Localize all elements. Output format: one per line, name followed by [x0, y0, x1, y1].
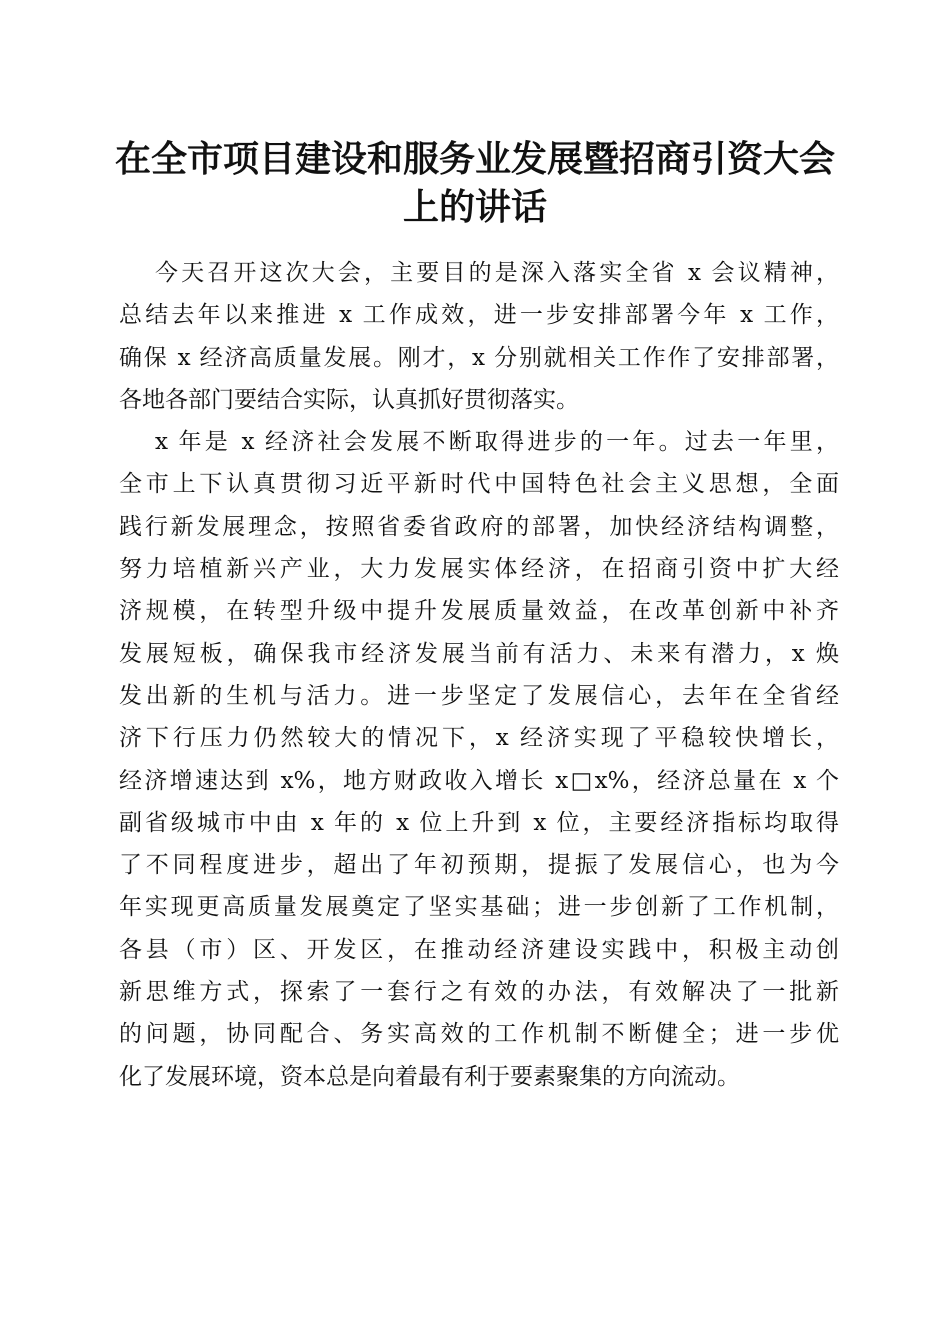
paragraph-line: 确保 x 经济高质量发展。刚才，x 分别就相关工作作了安排部署，	[119, 344, 839, 371]
paragraph-2	[119, 421, 839, 1098]
paragraph-line: 副省级城市中由 x 年的 x 位上升到 x 位，主要经济指标均取得	[119, 809, 839, 836]
paragraph-line: 发展短板，确保我市经济发展当前有活力、未来有潜力，x 焕	[119, 640, 839, 667]
paragraph-line: 各地各部门要结合实际，认真抓好贯彻落实。	[119, 386, 579, 413]
paragraph-line: 新思维方式，探索了一套行之有效的办法，有效解决了一批新	[119, 979, 839, 1006]
paragraph-line: 今天召开这次大会，主要目的是深入落实全省 x 会议精神，	[155, 260, 839, 286]
paragraph-line: 发出新的生机与活力。进一步坚定了发展信心，去年在全省经	[119, 682, 839, 709]
paragraph-line: 总结去年以来推进 x 工作成效，进一步安排部署今年 x 工作，	[119, 302, 839, 329]
paragraph-line: 努力培植新兴产业，大力发展实体经济，在招商引资中扩大经	[119, 556, 839, 583]
paragraph-line: 各县（市）区、开发区，在推动经济建设实践中，积极主动创	[119, 936, 839, 963]
paragraph-1	[119, 252, 839, 421]
paragraph-line: 年实现更高质量发展奠定了坚实基础；进一步创新了工作机制，	[119, 894, 839, 921]
paragraph-line: 的问题，协同配合、务实高效的工作机制不断健全；进一步优	[119, 1021, 839, 1048]
title-line-1: 在全市项目建设和服务业发展暨招商引资大会	[114, 138, 835, 180]
paragraph-line: 全市上下认真贯彻习近平新时代中国特色社会主义思想，全面	[119, 471, 839, 498]
paragraph-line: x 年是 x 经济社会发展不断取得进步的一年。过去一年里，	[155, 429, 839, 456]
paragraph-line: 了不同程度进步，超出了年初预期，提振了发展信心，也为今	[119, 852, 839, 879]
paragraph-line: 济规模，在转型升级中提升发展质量效益，在改革创新中补齐	[119, 598, 839, 625]
paragraph-line: 化了发展环境，资本总是向着最有利于要素聚集的方向流动。	[119, 1063, 740, 1090]
paragraph-line: 济下行压力仍然较大的情况下，x 经济实现了平稳较快增长，	[119, 725, 839, 752]
document-title	[100, 135, 850, 231]
paragraph-line: 践行新发展理念，按照省委省政府的部署，加快经济结构调整，	[119, 513, 839, 540]
title-line-2: 上的讲话	[402, 186, 547, 228]
document-body	[119, 252, 839, 1098]
paragraph-line: 经济增速达到 x%，地方财政收入增长 x□x%，经济总量在 x 个	[119, 767, 839, 794]
